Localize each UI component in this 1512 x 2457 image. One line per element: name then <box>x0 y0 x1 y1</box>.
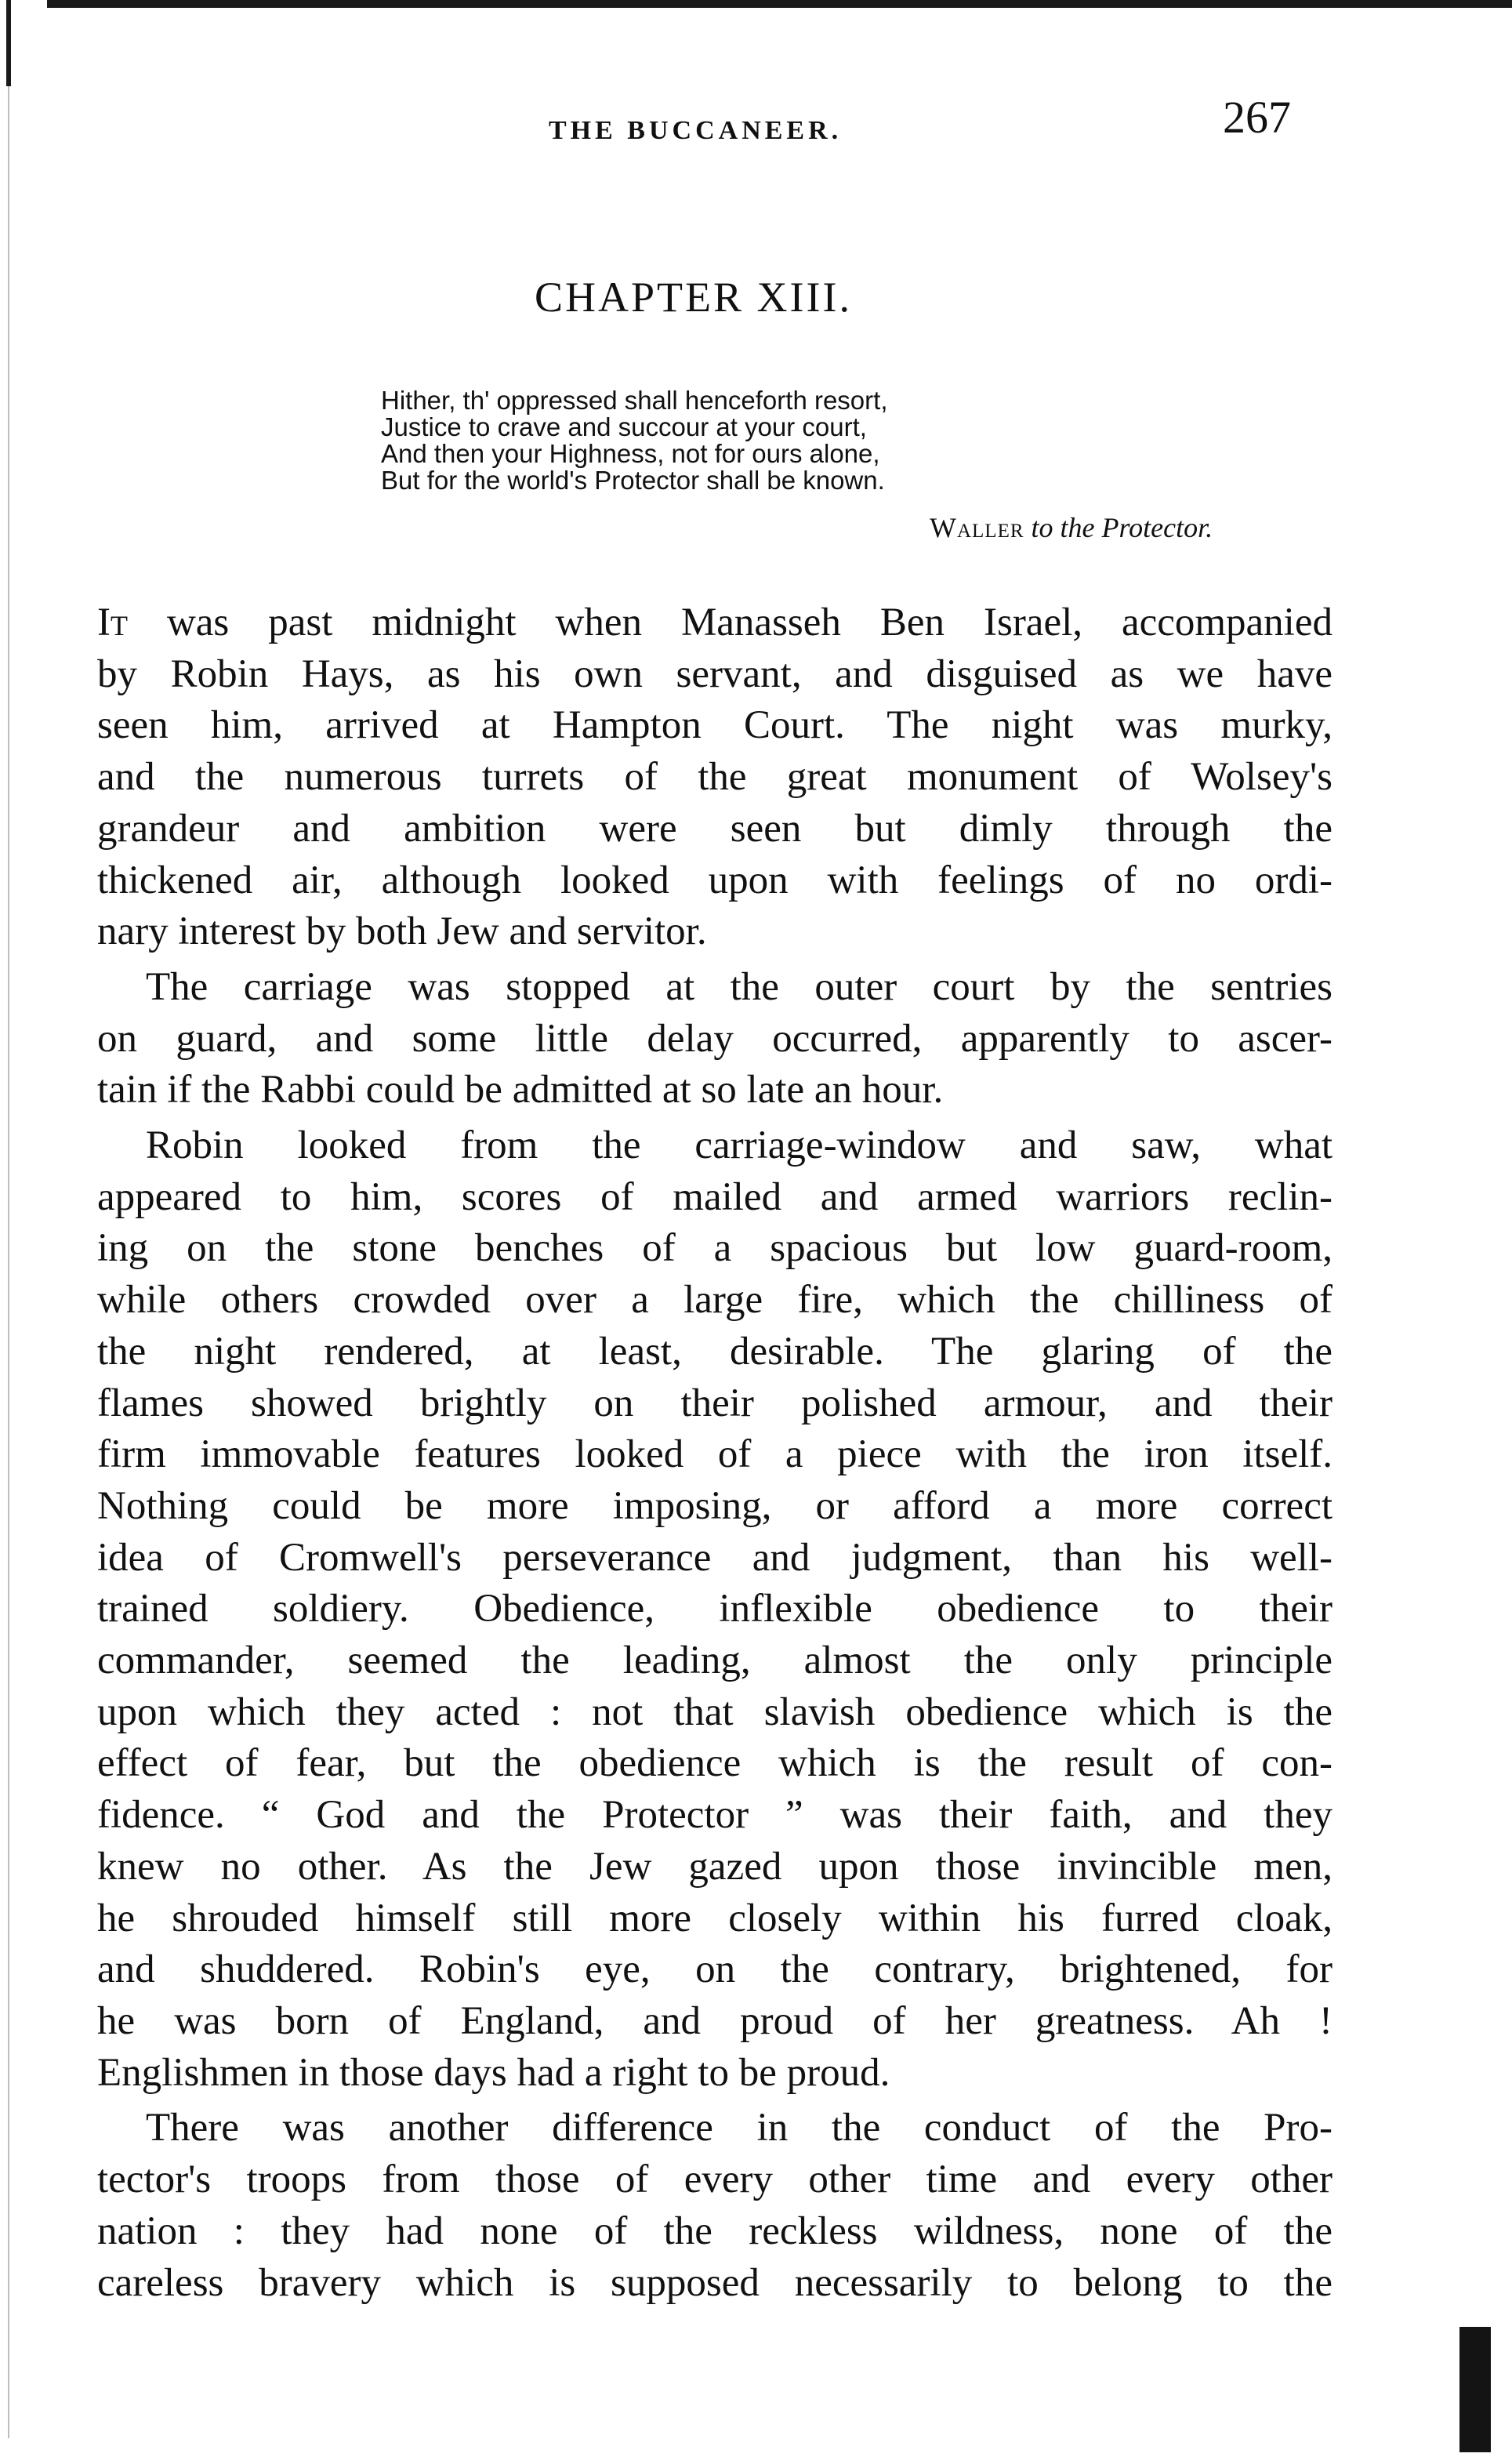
text-line: The carriage was stopped at the outer court by the sentries <box>146 964 1333 1009</box>
paragraph <box>97 597 1333 958</box>
text-line: upon which they acted : not that slavish obedience which is the <box>97 1689 1333 1734</box>
text-line: tain if the Rabbi could be admitted at so late an hour. <box>97 1068 944 1112</box>
page-top-left-mark <box>6 0 11 86</box>
text-line: careless bravery which is supposed necessarily to belong to the <box>97 2260 1333 2305</box>
epigraph-author: Waller <box>930 512 1024 543</box>
page-top-border <box>47 0 1512 8</box>
text-line: thickened air, although looked upon with feelings of no ordi- <box>97 858 1333 902</box>
text-line: he shrouded himself still more closely within his furred cloak, <box>97 1896 1333 1940</box>
text-line: ing on the stone benches of a spacious but low guard-room, <box>97 1226 1333 1271</box>
page-number: 267 <box>1223 92 1291 143</box>
paragraph <box>97 962 1333 1116</box>
text-line: effect of fear, but the obedience which is the result of con- <box>97 1741 1333 1786</box>
text-line: commander, seemed the leading, almost the only principle <box>97 1639 1333 1683</box>
page-left-edge <box>8 86 9 2438</box>
text-line: and shuddered. Robin's eye, on the contrary, brightened, for <box>97 1947 1333 1992</box>
page-edge-mark <box>1459 2327 1491 2452</box>
epigraph-line: Hither, th' oppressed shall henceforth resort, <box>381 386 888 415</box>
text-line: appeared to him, scores of mailed and armed warriors reclin- <box>97 1174 1333 1219</box>
text-line: idea of Cromwell's perseverance and judgment, than his well- <box>97 1535 1333 1580</box>
line-text: was past midnight when Manasseh Ben Israel, accompanied <box>127 601 1333 644</box>
text-line: trained soldiery. Obedience, inflexible obedience to their <box>97 1587 1333 1631</box>
epigraph <box>381 387 1322 494</box>
text-line: knew no other. As the Jew gazed upon those invincible men, <box>97 1844 1333 1889</box>
text-line: flames showed brightly on their polished armour, and their <box>97 1381 1333 1425</box>
text-line: There was another difference in the conduct of the Pro- <box>146 2106 1333 2150</box>
text-line <box>97 597 1333 649</box>
text-line: on guard, and some little delay occurred, apparently to ascer- <box>97 1016 1333 1061</box>
text-line: tector's troops from those of every other time and every other <box>97 2158 1333 2202</box>
text-line: grandeur and ambition were seen but dimly through the <box>97 806 1333 851</box>
text-line: and the numerous turrets of the great monument of Wolsey's <box>97 755 1333 800</box>
text-line: firm immovable features looked of a piece with the iron itself. <box>97 1432 1333 1477</box>
text-line: fidence. “ God and the Protector ” was their faith, and they <box>97 1793 1333 1838</box>
epigraph-attribution <box>930 511 1213 544</box>
text-line: by Robin Hays, as his own servant, and disguised as we have <box>97 651 1333 696</box>
text-line: while others crowded over a large fire, which the chilliness of <box>97 1278 1333 1323</box>
epigraph-line: Justice to crave and succour at your court, <box>381 412 867 441</box>
drop-lead-in: It <box>97 601 128 644</box>
body-text <box>97 597 1333 2309</box>
text-line: Englishmen in those days had a right to be proud. <box>97 2050 890 2095</box>
text-line: Nothing could be more imposing, or afford a more correct <box>97 1483 1333 1528</box>
text-line: he was born of England, and proud of her greatness. Ah ! <box>97 1998 1333 2043</box>
epigraph-line: But for the world's Protector shall be known. <box>381 466 885 495</box>
paragraph <box>97 2103 1333 2309</box>
chapter-title: CHAPTER XIII. <box>535 274 852 321</box>
text-line: the night rendered, at least, desirable. The glaring of the <box>97 1329 1333 1374</box>
text-line: Robin looked from the carriage-window and saw, what <box>146 1123 1333 1168</box>
text-line: nary interest by both Jew and servitor. <box>97 909 707 954</box>
running-head: THE BUCCANEER. <box>549 116 843 145</box>
text-line: seen him, arrived at Hampton Court. The night was murky, <box>97 703 1333 748</box>
epigraph-work: to the Protector. <box>1031 512 1213 543</box>
text-line: nation : they had none of the reckless wildness, none of the <box>97 2208 1333 2253</box>
epigraph-line: And then your Highness, not for ours alone, <box>381 439 880 468</box>
paragraph <box>97 1120 1333 2099</box>
